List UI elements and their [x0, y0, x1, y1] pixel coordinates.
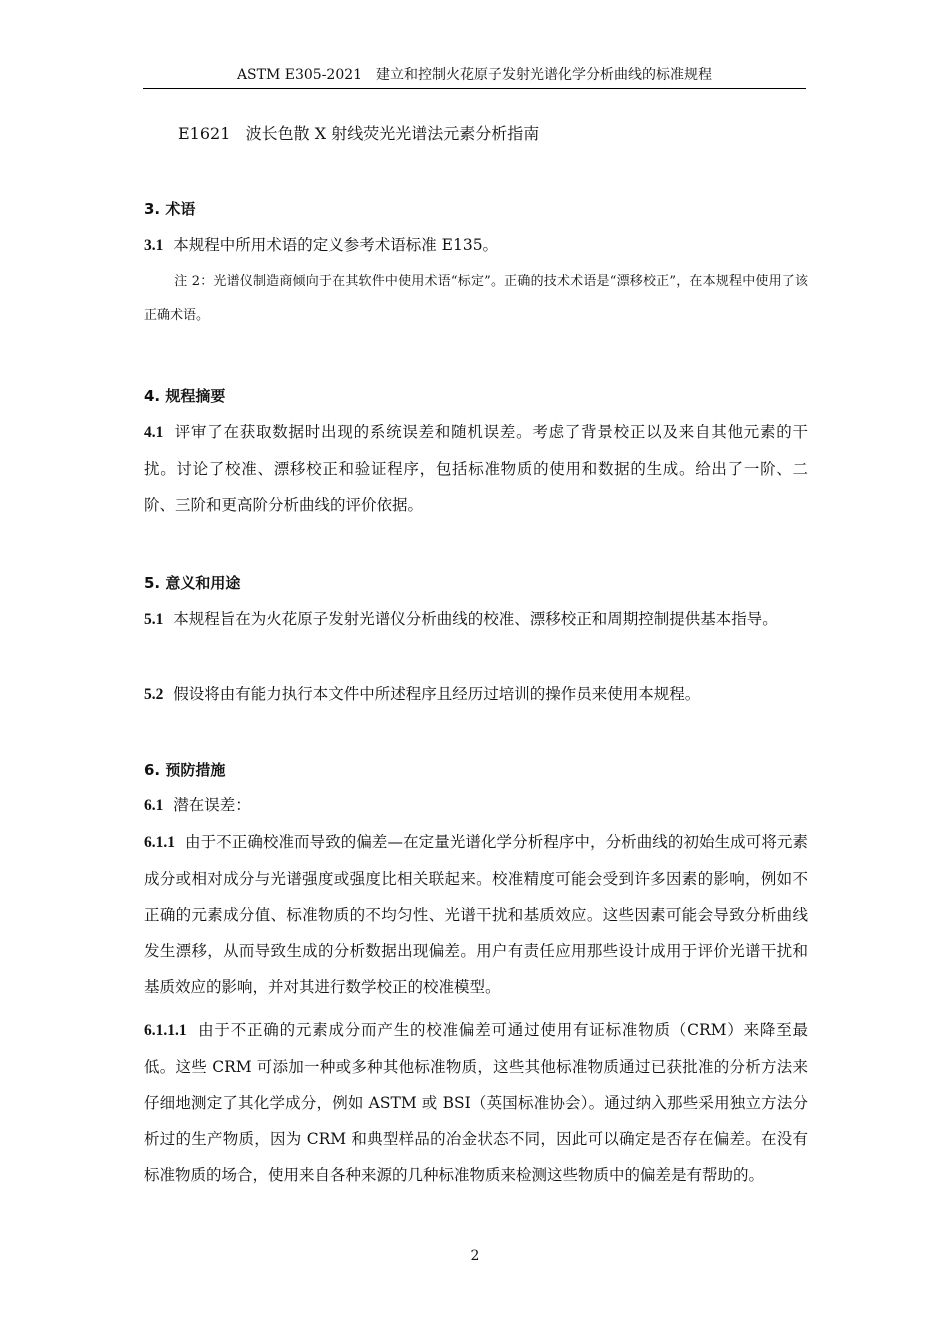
clause-number: 5.2	[144, 686, 164, 703]
section-4-heading: 4. 规程摘要	[144, 387, 226, 405]
reference-code: E1621	[178, 124, 231, 143]
paragraph-6-1: 6.1 潜在误差：	[144, 796, 251, 814]
section-6-heading: 6. 预防措施	[144, 761, 226, 779]
clause-number: 6.1.1.1	[144, 1022, 187, 1039]
paragraph-5-2: 5.2 假设将由有能力执行本文件中所述程序且经历过培训的操作员来使用本规程。	[144, 685, 701, 703]
section-3-heading: 3. 术语	[144, 200, 196, 218]
reference-entry	[178, 124, 539, 144]
reference-title: 波长色散 X 射线荧光光谱法元素分析指南	[245, 124, 540, 143]
paragraph-6-1-1: 6.1.1 由于不正确校准而导致的偏差—在定量光谱化学分析程序中，分析曲线的初始生成可将元素成分或相对成分与光谱强度或强度比相关联起来。校准精度可能会受到许多因素的影响，例如不正确的元素成分值、标准物质的不均匀性、光谱干扰和基质效应。这些因素可能会导致分析曲线发生漂移，从而导致生成的分析数据出现偏差。用户有责任应用那些设计成用于评价光谱干扰和基质效应的影响，并对其进行数学校正的校准模型。	[144, 833, 808, 996]
page-number: 2	[470, 1248, 480, 1264]
paragraph-4-1: 4.1 评审了在获取数据时出现的系统误差和随机误差。考虑了背景校正以及来自其他元素的干扰。讨论了校准、漂移校正和验证程序，包括标准物质的使用和数据的生成。给出了一阶、二阶、三阶和更高阶分析曲线的评价依据。	[144, 423, 808, 514]
clause-number: 5.1	[144, 611, 164, 628]
clause-number: 3.1	[144, 237, 164, 254]
header-rule	[143, 88, 806, 89]
clause-number: 4.1	[144, 424, 164, 441]
clause-number: 6.1.1	[144, 834, 175, 851]
paragraph-6-1-1-1: 6.1.1.1 由于不正确的元素成分而产生的校准偏差可通过使用有证标准物质（CRM）来降至最低。这些 CRM 可添加一种或多种其他标准物质，这些其他标准物质通过已获批准的分析方法来仔细地测定了其化学成分，例如 ASTM 或 BSI（英国标准协会）。通过纳入那些采用独立方法分析过的生产物质，因为 CRM 和典型样品的冶金状态不同，因此可以确定是否存在偏差。在没有标准物质的场合，使用来自各种来源的几种标准物质来检测这些物质中的偏差是有帮助的。	[144, 1021, 809, 1184]
note-2: 注 2：光谱仪制造商倾向于在其软件中使用术语“标定”。正确的技术术语是“漂移校正”，在本规程中使用了该正确术语。	[144, 274, 808, 323]
running-header: ASTM E305-2021 建立和控制火花原子发射光谱化学分析曲线的标准规程	[236, 67, 713, 83]
paragraph-5-1: 5.1 本规程旨在为火花原子发射光谱仪分析曲线的校准、漂移校正和周期控制提供基本指导。	[144, 610, 778, 628]
clause-number: 6.1	[144, 797, 164, 814]
paragraph-3-1: 3.1 本规程中所用术语的定义参考术语标准 E135。	[144, 236, 499, 254]
section-5-heading: 5. 意义和用途	[144, 574, 241, 592]
